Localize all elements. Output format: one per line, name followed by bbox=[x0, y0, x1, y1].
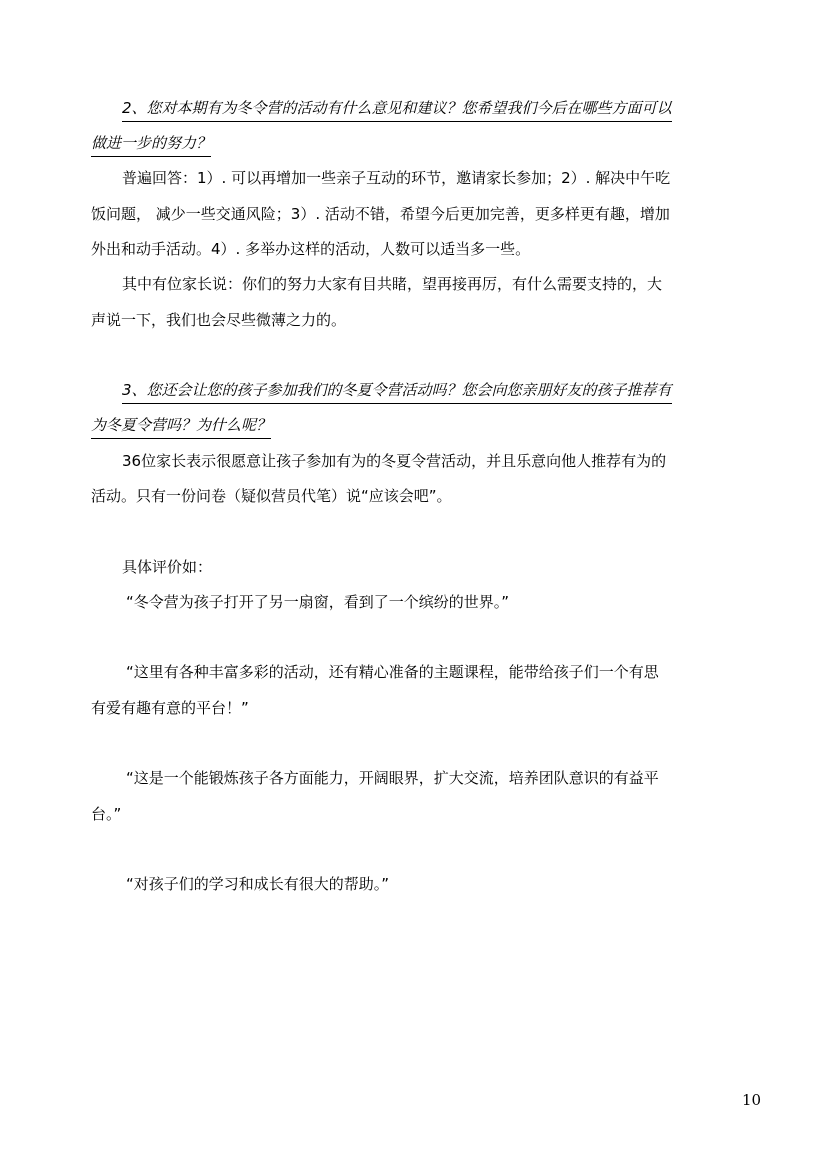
question-3-line-1: 3、您还会让您的孩子参加我们的冬夏令营活动吗？您会向您亲朋好友的孩子推荐有 bbox=[122, 380, 672, 404]
question-3-line-2: 为冬夏令营吗？为什么呢？ bbox=[91, 415, 271, 439]
answer-3-line-2: 活动。只有一份问卷（疑似营员代笔）说“应该会吧”。 bbox=[91, 487, 452, 505]
parent-comment-line-2: 声说一下，我们也会尽些微薄之力的。 bbox=[91, 311, 347, 329]
answer-3-line-1: 36位家长表示很愿意让孩子参加有为的冬夏令营活动，并且乐意向他人推荐有为的 bbox=[122, 452, 667, 470]
quote-3-line-2: 台。” bbox=[91, 805, 122, 823]
quote-3-line-1: “这是一个能锻炼孩子各方面能力，开阔眼界，扩大交流，培养团队意识的有益平 bbox=[126, 769, 659, 787]
answer-2-line-3: 外出和动手活动。4）. 多举办这样的活动，人数可以适当多一些。 bbox=[91, 240, 531, 258]
evaluation-intro: 具体评价如： bbox=[122, 558, 213, 576]
answer-2-line-1: 普遍回答：1）. 可以再增加一些亲子互动的环节，邀请家长参加；2）. 解决中午吃 bbox=[122, 169, 671, 187]
answer-2-line-2: 饭问题， 减少一些交通风险；3）. 活动不错，希望今后更加完善，更多样更有趣，增加 bbox=[91, 205, 670, 223]
quote-1: “冬令营为孩子打开了另一扇窗，看到了一个缤纷的世界。” bbox=[126, 593, 510, 611]
quote-4: “对孩子们的学习和成长有很大的帮助。” bbox=[126, 875, 390, 893]
question-2-line-1: 2、您对本期有为冬令营的活动有什么意见和建议？您希望我们今后在哪些方面可以 bbox=[122, 98, 672, 122]
page-number: 10 bbox=[742, 1091, 762, 1109]
quote-2-line-2: 有爱有趣有意的平台！” bbox=[91, 699, 249, 717]
quote-2-line-1: “这里有各种丰富多彩的活动，还有精心准备的主题课程，能带给孩子们一个有思 bbox=[126, 663, 659, 681]
parent-comment-line-1: 其中有位家长说：你们的努力大家有目共睹，望再接再厉，有什么需要支持的，大 bbox=[122, 275, 663, 293]
question-2-line-2: 做进一步的努力？ bbox=[91, 133, 211, 157]
